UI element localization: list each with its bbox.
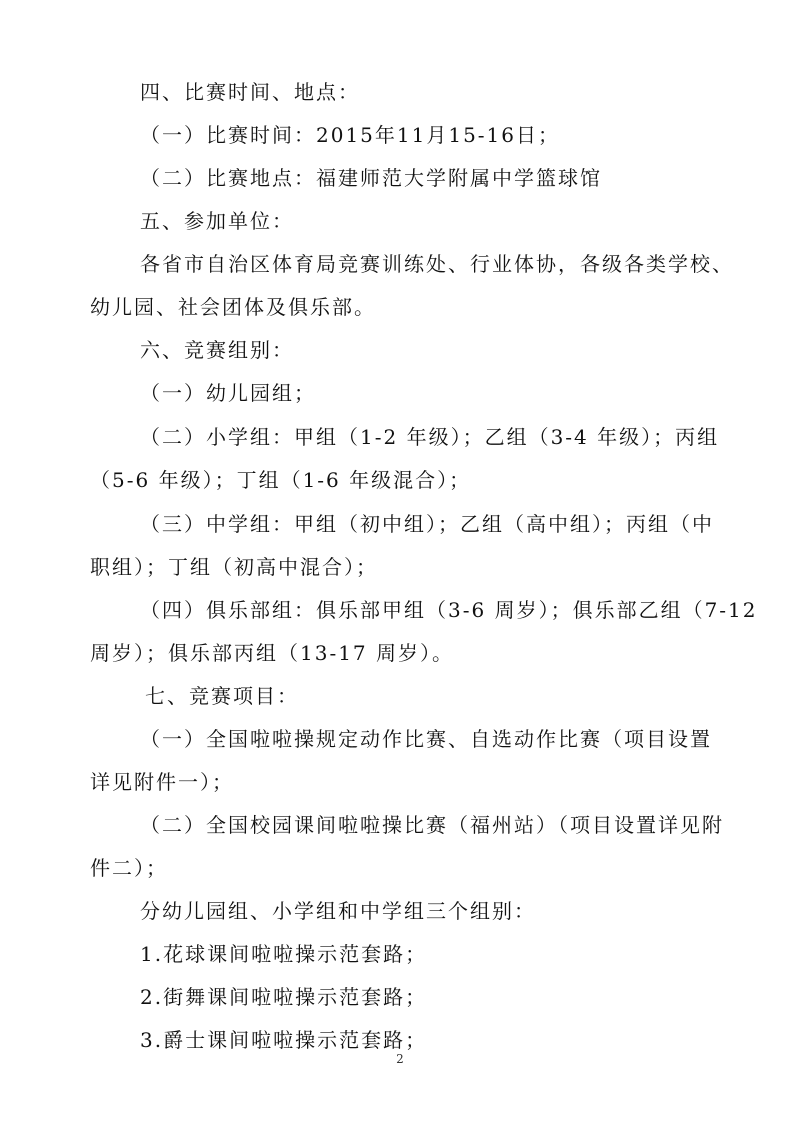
- section-heading-time-location: 四、比赛时间、地点：: [140, 80, 360, 104]
- event-item-2-line-2: 件二）；: [90, 856, 168, 880]
- routine-item-3: 3.爵士课间啦啦操示范套路；: [140, 1028, 428, 1052]
- group-division-line: 分幼儿园组、小学组和中学组三个组别：: [140, 899, 536, 923]
- section-heading-events: 七、竞赛项目：: [145, 684, 299, 708]
- secondary-group-line-2: 职组）；丁组（初高中混合）；: [90, 555, 378, 579]
- club-group-line-2: 周岁）；俱乐部丙组（13-17 周岁）。: [90, 641, 455, 665]
- club-group-line-1: （四）俱乐部组：俱乐部甲组（3-6 周岁）；俱乐部乙组（7-12: [140, 598, 758, 622]
- secondary-group-line-1: （三）中学组：甲组（初中组）；乙组（高中组）；丙组（中: [140, 512, 714, 536]
- section-heading-participants: 五、参加单位：: [140, 209, 294, 233]
- section-heading-groups: 六、竞赛组别：: [140, 338, 294, 362]
- kindergarten-group-line: （一）幼儿园组；: [140, 381, 316, 405]
- event-item-1-line-1: （一）全国啦啦操规定动作比赛、自选动作比赛（项目设置: [140, 727, 712, 751]
- routine-item-1: 1.花球课间啦啦操示范套路；: [140, 942, 428, 966]
- competition-time-line: （一）比赛时间：2015年11月15-16日；: [140, 123, 561, 147]
- primary-group-line-2: （5-6 年级）；丁组（1-6 年级混合）；: [90, 468, 472, 492]
- routine-item-2: 2.街舞课间啦啦操示范套路；: [140, 985, 428, 1009]
- competition-venue-line: （二）比赛地点：福建师范大学附属中学篮球馆: [140, 166, 602, 190]
- participants-line-2: 幼儿园、社会团体及俱乐部。: [90, 295, 376, 319]
- page-number: 2: [396, 1052, 404, 1066]
- event-item-2-line-1: （二）全国校园课间啦啦操比赛（福州站）（项目设置详见附: [140, 813, 724, 837]
- participants-line-1: 各省市自治区体育局竞赛训练处、行业体协，各级各类学校、: [140, 252, 734, 276]
- primary-group-line-1: （二）小学组：甲组（1-2 年级）；乙组（3-4 年级）；丙组: [140, 425, 720, 449]
- event-item-1-line-2: 详见附件一）；: [90, 770, 234, 794]
